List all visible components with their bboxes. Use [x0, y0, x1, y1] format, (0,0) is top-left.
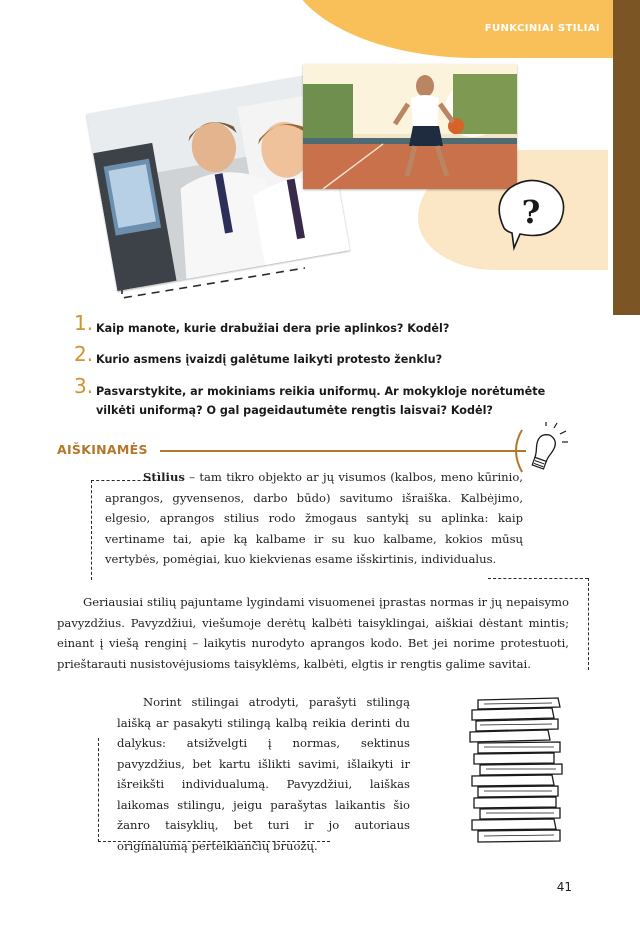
basketball-player-photo — [303, 64, 517, 189]
question-item-3 — [74, 374, 584, 420]
paragraph-frame-right — [588, 578, 589, 670]
question-text: Kaip manote, kurie drabužiai dera prie aplinkos? Kodėl? — [96, 322, 450, 335]
section-rule — [160, 450, 526, 452]
paragraph-2-frame-left — [98, 738, 99, 842]
section-title: AIŠKINAMĖS — [57, 442, 148, 457]
paragraph-1: Geriausiai stilių pajuntame lygindami visuomenei įprastas normas ir jų nepaisymo pavyzdžius. Pavyzdžiui, viešumoje derėtų kalbėti taisyklingai, aiškiai dėstant mintis; einant į viešą renginį – laikytis nurodyto aprangos kodo. Bet jei norime protestuoti, prieštarauti nusistovėjusioms taisyklėms, kalbėti, elgtis ir rengtis galime savitai. — [57, 595, 569, 671]
paragraph-2: Norint stilingai atrodyti, parašyti stilingą laišką ar pasakyti stilingą kalbą reikia derinti du dalykus: atsižvelgti į normas, sektinus pavyzdžius, bet kartu išlikti savimi, išlaikyti ir išreikšti individualumą. Pavyzdžiui, laiškas laikomas stilingu, jeigu parašytas laikantis šio žanro taisyklių, bet turi ir jo autoriaus originalumą perteikiančių bruožų. — [117, 695, 410, 853]
definition-body: – tam tikro objekto ar jų visumos (kalbos, meno kūrinio, aprangos, gyvensenos, darbo būdo) savitumo išraiška. Kalbėjimo, elgesio, aprangos stilius rodo žmogaus santykį su aplinka: kaip vertiname tai, apie ką kalbame ir su kuo kalbame, kokios mūsų vertybės, pomėgiai, kuo kiekvienas esame išskirtinis, individualus. — [105, 470, 523, 566]
chapter-side-tab — [613, 0, 640, 315]
question-text: Kurio asmens įvaizdį galėtume laikyti protesto ženklu? — [96, 353, 443, 366]
definition-term: Stìlius — [143, 470, 185, 484]
chapter-label: FUNKCINIAI STILIAI — [484, 23, 600, 34]
question-number: 3. — [74, 374, 94, 398]
definition-text — [105, 467, 523, 570]
photo-icon — [303, 64, 517, 189]
question-mark: ? — [521, 193, 541, 231]
definition-frame-left — [91, 480, 92, 580]
page-number: 41 — [556, 880, 572, 894]
question-number: 2. — [74, 342, 94, 366]
paragraph-frame-top — [488, 578, 588, 579]
question-speech-bubble-icon — [492, 178, 572, 253]
question-text: Pasvarstykite, ar mokiniams reikia uniformų. Ar mokykloje norėtumėte vilkėti uniformą? O gal pageidautumėte rengtis laisvai? Kodėl? — [96, 385, 546, 417]
question-item-2 — [74, 342, 584, 369]
question-number: 1. — [74, 311, 94, 335]
question-item-1 — [74, 311, 584, 338]
book-stack-icon — [462, 694, 568, 854]
